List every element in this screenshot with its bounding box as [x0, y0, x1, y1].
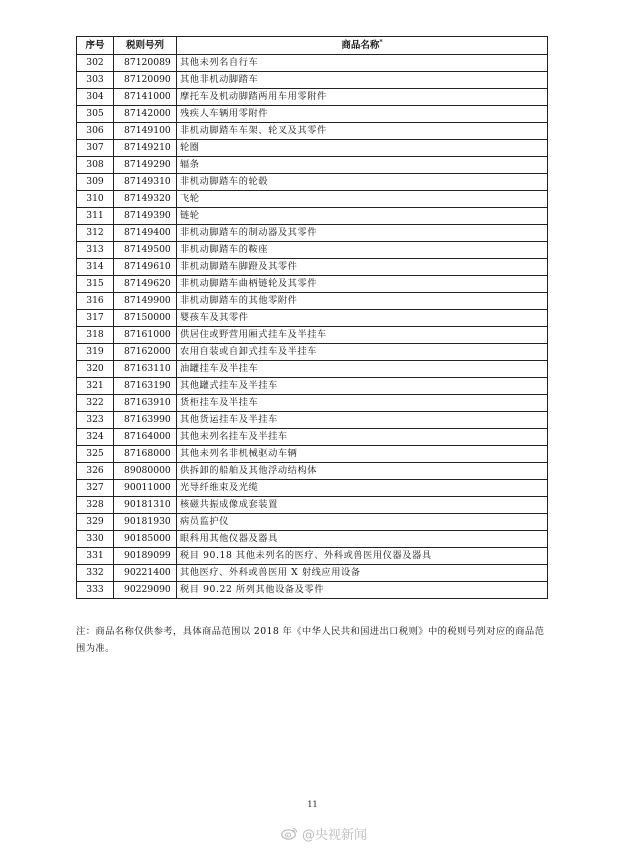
name-cell: 轮圈	[177, 140, 548, 157]
table-row	[77, 259, 548, 276]
table-row	[77, 106, 548, 123]
seq-cell: 311	[77, 208, 114, 225]
watermark	[281, 824, 367, 842]
seq-cell: 331	[77, 548, 114, 565]
table-row	[77, 225, 548, 242]
code-cell: 87149100	[114, 123, 177, 140]
name-cell: 税目 90.22 所列其他设备及零件	[177, 582, 548, 599]
table-header-row	[77, 37, 548, 55]
seq-cell: 303	[77, 72, 114, 89]
table-body	[77, 55, 548, 599]
table-row	[77, 480, 548, 497]
table-row	[77, 395, 548, 412]
table-row	[77, 89, 548, 106]
name-cell: 核磁共振成像成套装置	[177, 497, 548, 514]
table-row	[77, 174, 548, 191]
name-cell: 油罐挂车及半挂车	[177, 361, 548, 378]
table-row	[77, 276, 548, 293]
code-cell: 87149210	[114, 140, 177, 157]
code-cell: 87163910	[114, 395, 177, 412]
code-cell: 90181930	[114, 514, 177, 531]
name-cell: 其他未列名自行车	[177, 55, 548, 72]
header-name	[177, 37, 548, 55]
name-cell: 光导纤维束及光缆	[177, 480, 548, 497]
name-cell: 其他未列名挂车及半挂车	[177, 429, 548, 446]
seq-cell: 314	[77, 259, 114, 276]
seq-cell: 313	[77, 242, 114, 259]
code-cell: 90221400	[114, 565, 177, 582]
name-cell: 摩托车及机动脚踏两用车用零附件	[177, 89, 548, 106]
table-row	[77, 412, 548, 429]
watermark-text: @央视新闻	[302, 827, 368, 843]
name-cell: 其他医疗、外科或兽医用 X 射线应用设备	[177, 565, 548, 582]
table-row	[77, 310, 548, 327]
name-cell: 非机动脚踏车的鞍座	[177, 242, 548, 259]
code-cell: 87149900	[114, 293, 177, 310]
code-cell: 87163990	[114, 412, 177, 429]
name-cell: 供拆卸的船舶及其他浮动结构体	[177, 463, 548, 480]
seq-cell: 329	[77, 514, 114, 531]
code-cell: 87163190	[114, 378, 177, 395]
header-name-text: 商品名称	[341, 40, 380, 51]
seq-cell: 302	[77, 55, 114, 72]
code-cell: 87149610	[114, 259, 177, 276]
seq-cell: 310	[77, 191, 114, 208]
name-cell: 眼科用其他仪器及器具	[177, 531, 548, 548]
table-row	[77, 548, 548, 565]
header-code: 税则号列	[114, 37, 177, 55]
table-row	[77, 157, 548, 174]
code-cell: 90185000	[114, 531, 177, 548]
table-row	[77, 55, 548, 72]
seq-cell: 330	[77, 531, 114, 548]
code-cell: 87149310	[114, 174, 177, 191]
table-row	[77, 344, 548, 361]
seq-cell: 332	[77, 565, 114, 582]
seq-cell: 322	[77, 395, 114, 412]
seq-cell: 328	[77, 497, 114, 514]
seq-cell: 319	[77, 344, 114, 361]
table-row	[77, 191, 548, 208]
code-cell: 87149320	[114, 191, 177, 208]
code-cell: 90229090	[114, 582, 177, 599]
code-cell: 90181310	[114, 497, 177, 514]
name-cell: 病员监护仪	[177, 514, 548, 531]
name-cell: 辐条	[177, 157, 548, 174]
code-cell: 90189099	[114, 548, 177, 565]
name-cell: 非机动脚踏车的制动器及其零件	[177, 225, 548, 242]
table-row	[77, 327, 548, 344]
code-cell: 87120090	[114, 72, 177, 89]
table-row	[77, 463, 548, 480]
table-row	[77, 565, 548, 582]
name-cell: 供居住或野营用厢式挂车及半挂车	[177, 327, 548, 344]
code-cell: 87164000	[114, 429, 177, 446]
code-cell: 87120089	[114, 55, 177, 72]
name-cell: 非机动脚踏车的其他零附件	[177, 293, 548, 310]
seq-cell: 333	[77, 582, 114, 599]
name-cell: 非机动脚踏车曲柄链轮及其零件	[177, 276, 548, 293]
name-cell: 非机动脚踏车脚蹬及其零件	[177, 259, 548, 276]
name-cell: 税目 90.18 其他未列名的医疗、外科或兽医用仪器及器具	[177, 548, 548, 565]
code-cell: 87149400	[114, 225, 177, 242]
name-cell: 非机动脚踏车的轮毂	[177, 174, 548, 191]
code-cell: 87149290	[114, 157, 177, 174]
seq-cell: 315	[77, 276, 114, 293]
code-cell: 87162000	[114, 344, 177, 361]
name-cell: 其他未列名非机械驱动车辆	[177, 446, 548, 463]
header-seq: 序号	[77, 37, 114, 55]
code-cell: 89080000	[114, 463, 177, 480]
table-row	[77, 446, 548, 463]
name-cell: 非机动脚踏车车架、轮叉及其零件	[177, 123, 548, 140]
table-row	[77, 208, 548, 225]
table-row	[77, 429, 548, 446]
code-cell: 87141000	[114, 89, 177, 106]
seq-cell: 309	[77, 174, 114, 191]
seq-cell: 318	[77, 327, 114, 344]
code-cell: 87149500	[114, 242, 177, 259]
name-cell: 其他非机动脚踏车	[177, 72, 548, 89]
page-number: 11	[307, 800, 318, 809]
weibo-logo-icon	[281, 826, 298, 840]
seq-cell: 323	[77, 412, 114, 429]
seq-cell: 317	[77, 310, 114, 327]
footnote: 注：商品名称仅供参考，具体商品范围以 2018 年《中华人民共和国进出口税则》中的税则号列对应的商品范围为准。	[76, 626, 545, 654]
name-cell: 其他货运挂车及半挂车	[177, 412, 548, 429]
name-cell: 农用自装或自卸式挂车及半挂车	[177, 344, 548, 361]
seq-cell: 312	[77, 225, 114, 242]
name-cell: 链轮	[177, 208, 548, 225]
table-row	[77, 514, 548, 531]
seq-cell: 305	[77, 106, 114, 123]
table-row	[77, 497, 548, 514]
code-cell: 87163110	[114, 361, 177, 378]
code-cell: 87168000	[114, 446, 177, 463]
code-cell: 87150000	[114, 310, 177, 327]
seq-cell: 324	[77, 429, 114, 446]
table-row	[77, 123, 548, 140]
table-row	[77, 582, 548, 599]
name-cell: 其他罐式挂车及半挂车	[177, 378, 548, 395]
seq-cell: 307	[77, 140, 114, 157]
tariff-table	[76, 36, 548, 599]
seq-cell: 316	[77, 293, 114, 310]
code-cell: 87149620	[114, 276, 177, 293]
table-row	[77, 378, 548, 395]
seq-cell: 325	[77, 446, 114, 463]
table-row	[77, 242, 548, 259]
name-cell: 残疾人车辆用零附件	[177, 106, 548, 123]
seq-cell: 320	[77, 361, 114, 378]
seq-cell: 304	[77, 89, 114, 106]
code-cell: 87149390	[114, 208, 177, 225]
name-cell: 婴孩车及其零件	[177, 310, 548, 327]
code-cell: 87161000	[114, 327, 177, 344]
code-cell: 87142000	[114, 106, 177, 123]
seq-cell: 327	[77, 480, 114, 497]
seq-cell: 321	[77, 378, 114, 395]
table-row	[77, 361, 548, 378]
name-cell: 货柜挂车及半挂车	[177, 395, 548, 412]
header-name-mark: *	[379, 38, 383, 46]
table-row	[77, 293, 548, 310]
table-row	[77, 140, 548, 157]
name-cell: 飞轮	[177, 191, 548, 208]
table-row	[77, 72, 548, 89]
code-cell: 90011000	[114, 480, 177, 497]
table-row	[77, 531, 548, 548]
seq-cell: 306	[77, 123, 114, 140]
seq-cell: 308	[77, 157, 114, 174]
seq-cell: 326	[77, 463, 114, 480]
